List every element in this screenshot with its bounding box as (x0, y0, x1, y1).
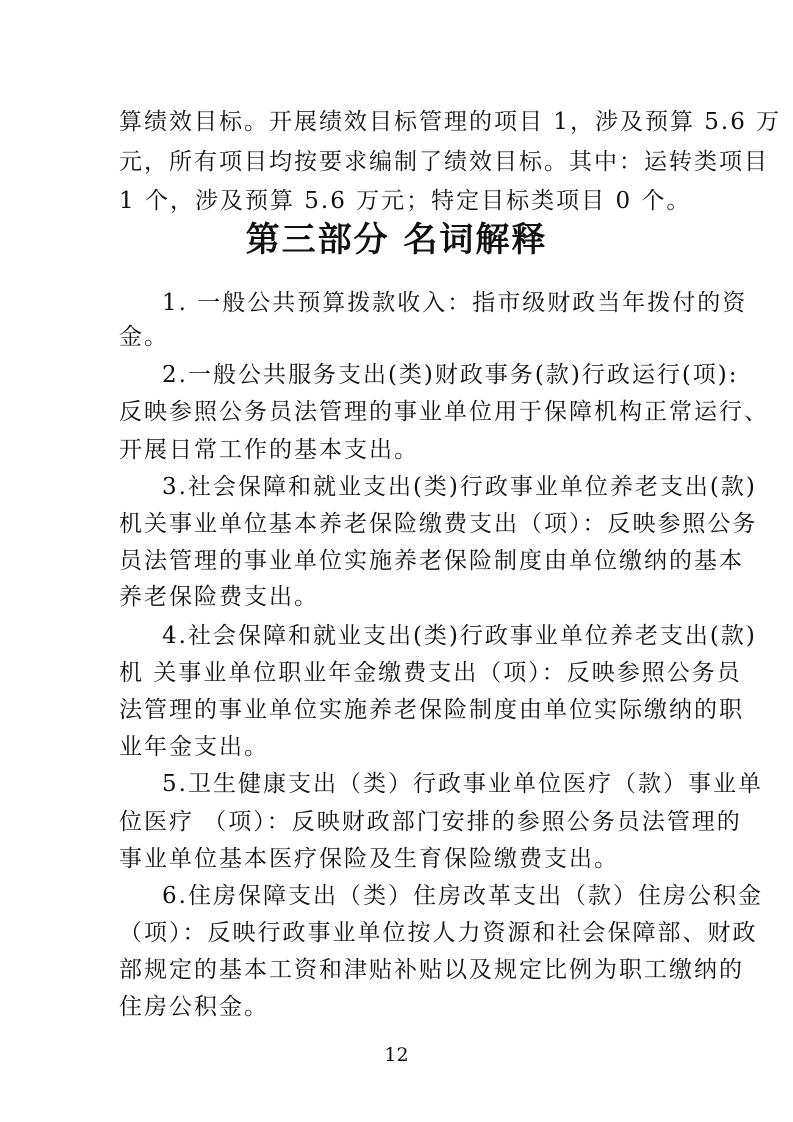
intro-line-3: 1 个，涉及预算 5.6 万元；特定目标类项目 0 个。 (119, 188, 692, 214)
intro-line-2: 元，所有项目均按要求编制了绩效目标。其中：运转类项目 (119, 149, 769, 175)
term-1-line-2: 金。 (119, 324, 169, 350)
term-4-line-3: 法管理的事业单位实施养老保险制度由单位实际缴纳的职 (119, 697, 744, 723)
term-6-line-2: （项）：反映行政事业单位按人力资源和社会保障部、财政 (119, 920, 758, 946)
term-2-line-3: 开展日常工作的基本支出。 (119, 437, 419, 463)
term-4-line-1: 4.社会保障和就业支出(类)行政事业单位养老支出(款) (162, 623, 757, 649)
term-2-line-2: 反映参照公务员法管理的事业单位用于保障机构正常运行、 (119, 399, 769, 425)
term-5-line-2: 位医疗 （项）：反映财政部门安排的参照公务员法管理的 (119, 809, 742, 835)
term-6-line-4: 住房公积金。 (119, 994, 269, 1020)
term-3-line-1: 3.社会保障和就业支出(类)行政事业单位养老支出(款) (162, 474, 757, 500)
term-6-line-1: 6.住房保障支出（类）住房改革支出（款）住房公积金 (162, 883, 763, 909)
intro-line-1: 算绩效目标。开展绩效目标管理的项目 1，涉及预算 5.6 万 (119, 109, 782, 135)
term-5-line-3: 事业单位基本医疗保险及生育保险缴费支出。 (119, 846, 619, 872)
term-6-line-3: 部规定的基本工资和津贴补贴以及规定比例为职工缴纳的 (119, 957, 744, 983)
term-5-line-1: 5.卫生健康支出（类）行政事业单位医疗（款）事业单 (162, 771, 763, 797)
section-title: 第三部分 名词解释 (245, 220, 548, 260)
term-4-line-2: 机 关事业单位职业年金缴费支出（项）：反映参照公务员 (119, 660, 742, 686)
term-3-line-4: 养老保险费支出。 (119, 584, 319, 610)
term-3-line-3: 员法管理的事业单位实施养老保险制度由单位缴纳的基本 (119, 548, 744, 574)
term-2-line-1: 2.一般公共服务支出(类)财政事务(款)行政运行(项): (162, 362, 739, 388)
term-4-line-4: 业年金支出。 (119, 734, 269, 760)
page-number: 12 (384, 1044, 409, 1066)
term-1-line-1: 1. 一般公共预算拨款收入：指市级财政当年拨付的资 (162, 290, 748, 316)
term-3-line-2: 机关事业单位基本养老保险缴费支出（项）：反映参照公务 (119, 511, 758, 537)
